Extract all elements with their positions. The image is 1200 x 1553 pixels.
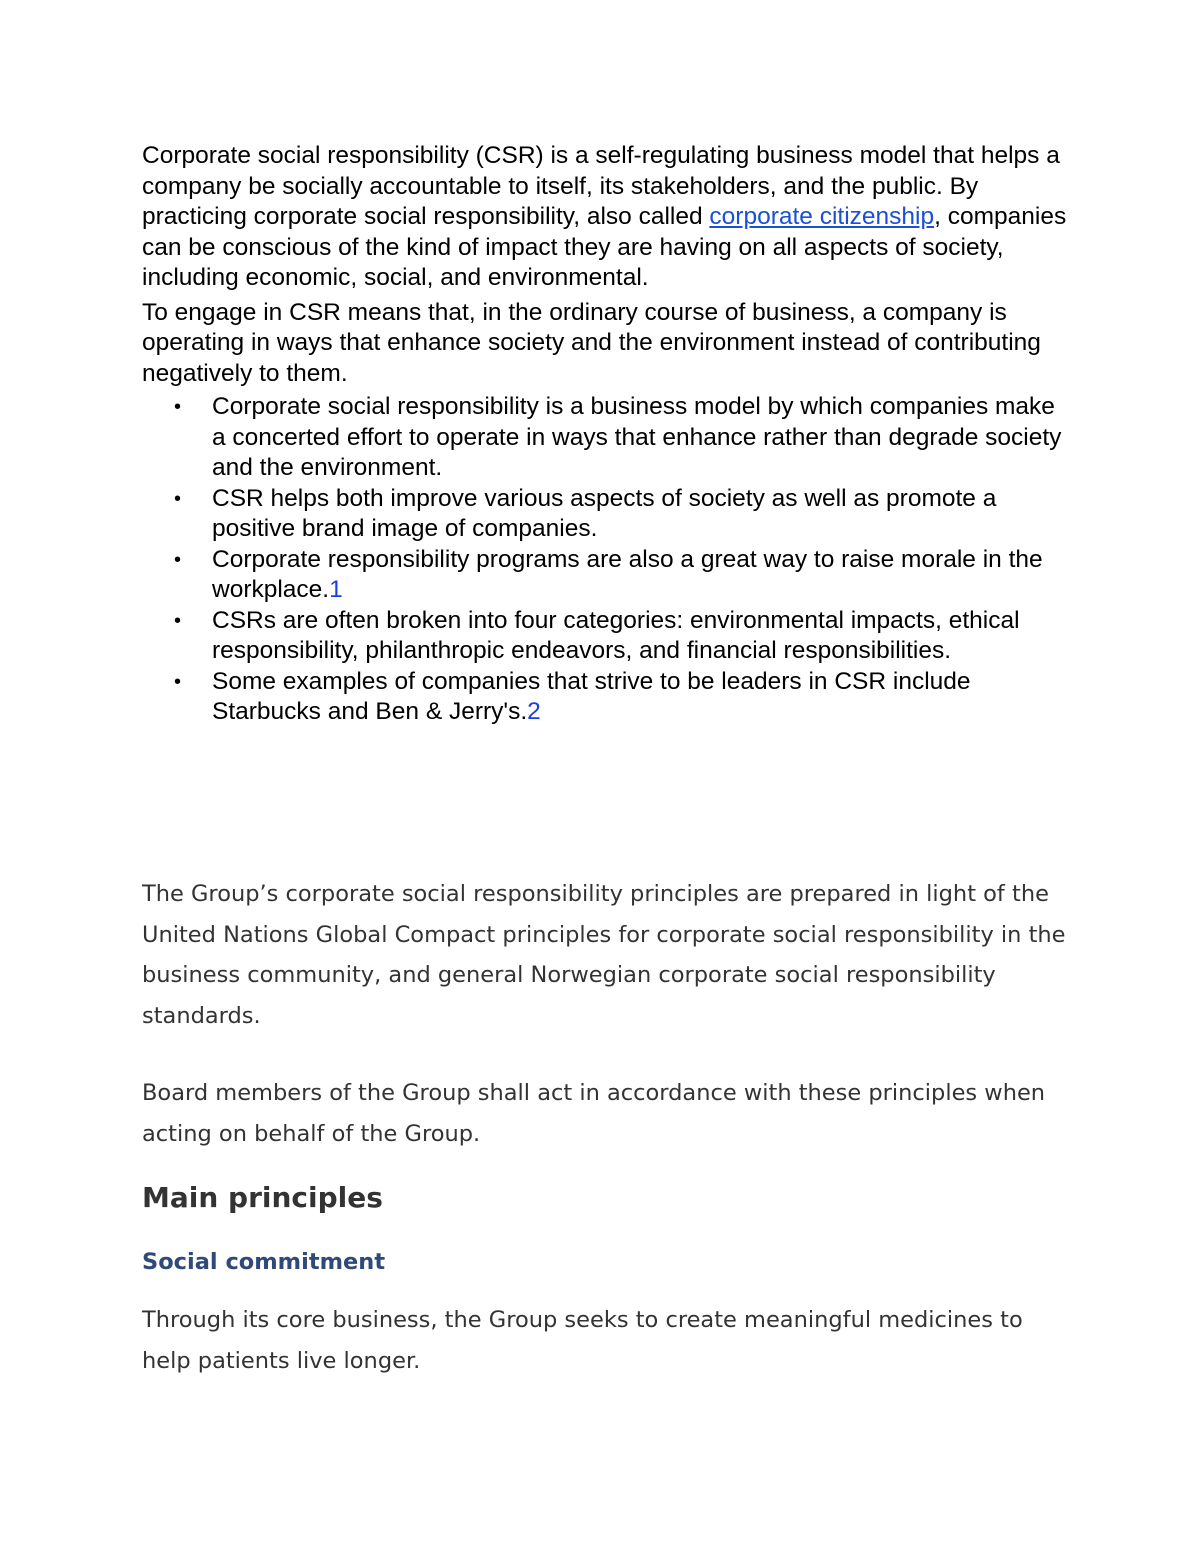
intro-text-b: , companies can be conscious of the kind of impact they are having on all aspects of society, including economic, social, and environmental.: [142, 203, 1067, 291]
group-paragraph-3: Through its core business, the Group seeks to create meaningful medicines to help patients live longer.: [142, 1307, 1023, 1374]
intro-paragraph-2: To engage in CSR means that, in the ordinary course of business, a company is operating in ways that enhance society and the environment instead of contributing negatively to them.: [142, 298, 1041, 387]
list-item-text: CSR helps both improve various aspects of society as well as promote a positive brand image of companies.: [212, 484, 997, 542]
footnote-ref-1[interactable]: 1: [329, 576, 343, 603]
footnote-ref-2[interactable]: 2: [527, 698, 541, 725]
corporate-citizenship-link[interactable]: corporate citizenship: [709, 203, 935, 230]
list-item-text: Corporate social responsibility is a business model by which companies make a concerted effort to operate in ways that enhance rather than degrade society and the environment.: [212, 393, 1062, 481]
list-item-text: Some examples of companies that strive to be leaders in CSR include Starbucks and Ben & Jerry's.: [212, 667, 971, 725]
csr-intro-section: [142, 141, 1067, 728]
list-item-text: CSRs are often broken into four categories: environmental impacts, ethical responsibility, philanthropic endeavors, and financial responsibilities.: [212, 606, 1020, 664]
list-item: [212, 545, 1067, 606]
intro-text-a: Corporate social responsibility (CSR) is a self-regulating business model that helps a company be socially accountable to itself, its stakeholders, and the public. By practicing corporate social responsibility, also called: [142, 142, 1060, 230]
list-item-text: Corporate responsibility programs are also a great way to raise morale in the workplace.: [212, 545, 1043, 603]
list-item: [212, 606, 1067, 667]
main-principles-heading: Main principles: [142, 1181, 383, 1214]
intro-paragraph-1: [142, 141, 1067, 294]
group-paragraph-1: The Group’s corporate social responsibility principles are prepared in light of the United Nations Global Compact principles for corporate social responsibility in the business community, and general Norwegian corporate social responsibility standards.: [142, 881, 1066, 1029]
key-takeaways-list: [142, 392, 1067, 728]
group-principles-section: [142, 874, 1067, 1374]
social-commitment-heading: Social commitment: [142, 1249, 386, 1275]
list-item: [212, 667, 1067, 728]
list-item: [212, 392, 1067, 484]
group-paragraph-2: Board members of the Group shall act in accordance with these principles when acting on behalf of the Group.: [142, 1080, 1046, 1147]
list-item: [212, 484, 1067, 545]
